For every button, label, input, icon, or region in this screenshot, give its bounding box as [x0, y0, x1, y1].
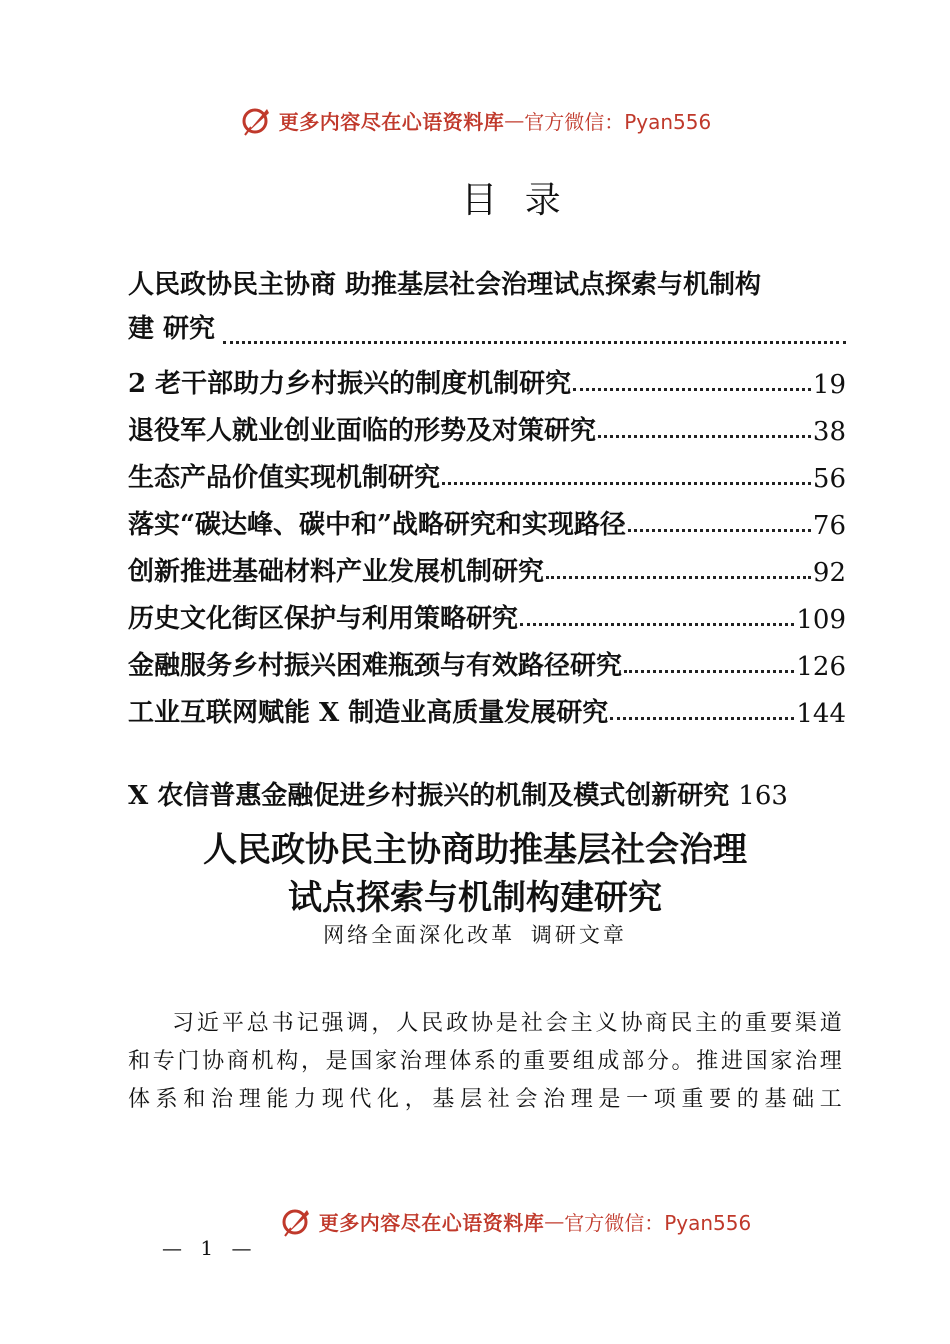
toc-entry-title: 创新推进基础材料产业发展机制研究 — [128, 557, 545, 587]
toc-entry-title: 生态产品价值实现机制研究 — [128, 463, 441, 493]
toc-leader-dots — [624, 670, 794, 673]
toc-leader-dots — [546, 576, 811, 579]
article-body-paragraph: 习近平总书记强调，人民政协是社会主义协商民主的重要渠道和专门协商机构，是国家治理体系的重要组成部分。推进国家治理体系和治理能力现代化，基层社会治理是一项重要的基础工 — [128, 1011, 844, 1112]
toc-entry-page: 109 — [796, 605, 846, 635]
toc-entry-title: 金融服务乡村振兴困难瓶颈与有效路径研究 — [128, 651, 623, 681]
toc-leader-dots — [628, 529, 811, 532]
watermark-contact: 官方微信：Pyan556 — [564, 1210, 752, 1235]
toc-entry-last[interactable] — [128, 775, 848, 812]
toc-leader-dots — [223, 341, 846, 344]
toc-entry[interactable] — [128, 588, 846, 635]
article-subtitle: 网络全面深化改革 调研文章 — [323, 923, 627, 947]
toc-entry-page: 163 — [738, 781, 788, 811]
toc-entry-page: 56 — [812, 464, 846, 494]
toc-entry-page: 126 — [796, 652, 846, 682]
toc-entry-title: 退役军人就业创业面临的形势及对策研究 — [128, 416, 597, 446]
toc-leader-dots — [442, 482, 811, 485]
toc-entry[interactable] — [128, 400, 846, 447]
toc-entry-title: 2 老干部助力乡村振兴的制度机制研究 — [128, 369, 572, 399]
watermark-separator: — — [544, 1209, 565, 1233]
toc-entry-page: 144 — [796, 699, 846, 729]
toc-entry-page: 92 — [812, 558, 846, 588]
toc-entry-page: 76 — [812, 511, 846, 541]
toc-list — [128, 262, 846, 729]
toc-leader-dots — [573, 388, 811, 391]
toc-entry-title-line2: 建 研究 — [128, 314, 216, 344]
toc-entry-title: 历史文化街区保护与利用策略研究 — [128, 604, 519, 634]
toc-entry[interactable] — [128, 541, 846, 588]
toc-entry[interactable] — [128, 447, 846, 494]
toc-entry-page: 19 — [812, 370, 846, 400]
toc-leader-dots — [598, 435, 811, 438]
watermark-banner-top — [0, 100, 950, 140]
watermark-text: 更多内容尽在心语资料库 — [318, 1210, 545, 1235]
page-number: — 1 — — [162, 1236, 258, 1260]
toc-entry[interactable] — [128, 353, 846, 400]
quill-logo-icon — [239, 103, 273, 137]
article-title-line2: 试点探索与机制构建研究 — [288, 878, 662, 918]
toc-entry-title-line1: 人民政协民主协商 助推基层社会治理试点探索与机制构 — [128, 270, 762, 300]
toc-entry-title: X 农信普惠金融促进乡村振兴的机制及模式创新研究 — [128, 781, 739, 811]
toc-entry[interactable] — [128, 635, 846, 682]
watermark-banner-bottom — [40, 1201, 950, 1241]
watermark-contact: 官方微信：Pyan556 — [524, 109, 712, 134]
toc-leader-dots — [610, 717, 794, 720]
toc-entry-page: 38 — [812, 417, 846, 447]
toc-entry[interactable] — [128, 682, 846, 729]
watermark-text: 更多内容尽在心语资料库 — [278, 109, 505, 134]
toc-entry-first[interactable] — [128, 262, 846, 353]
toc-leader-dots — [520, 623, 794, 626]
toc-entry-title: 工业互联网赋能 X 制造业高质量发展研究 — [128, 698, 609, 728]
toc-title: 目 录 — [461, 180, 569, 221]
watermark-separator: — — [504, 108, 525, 132]
toc-entry-title: 落实“碳达峰、碳中和”战略研究和实现路径 — [128, 510, 626, 540]
toc-entry[interactable] — [128, 494, 846, 541]
article-title-line1: 人民政协民主协商助推基层社会治理 — [203, 830, 747, 870]
quill-logo-icon — [279, 1204, 313, 1238]
